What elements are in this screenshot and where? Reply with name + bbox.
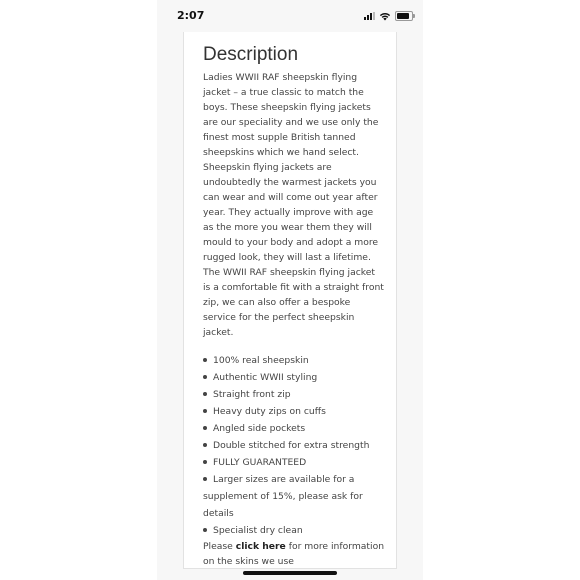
feature-item: Heavy duty zips on cuffs [203, 403, 385, 420]
feature-item: Double stitched for extra strength [203, 437, 385, 454]
bullet-icon [203, 409, 207, 413]
bullet-icon [203, 460, 207, 464]
bullet-icon [203, 477, 207, 481]
phone-screen [157, 0, 423, 580]
features-list [203, 352, 385, 539]
feature-item: Larger sizes are available for a supplement of 15%, please ask for details [203, 474, 363, 519]
description-paragraph-1: Ladies WWII RAF sheepskin flying jacket – a true classic to match the boys. These sheepskin flying jackets are our speciality and we use only the finest most supple British tanned sheepskins which we hand select. Sheepskin flying jackets are undoubtedly the warmest jackets you can wear and will come out year after year. They actually improve with age as the more you wear them they will mould to your body and adopt a more rugged look, they will last a lifetime. [203, 72, 379, 263]
feature-item: FULLY GUARANTEED [203, 454, 385, 471]
bullet-icon [203, 375, 207, 379]
feature-item: Straight front zip [203, 386, 385, 403]
cellular-signal-icon [364, 12, 375, 20]
feature-item: Specialist dry clean [203, 522, 385, 539]
home-indicator[interactable] [243, 571, 337, 575]
feature-item: 100% real sheepskin [203, 352, 385, 369]
feature-item: Authentic WWII styling [203, 369, 385, 386]
bullet-icon [203, 392, 207, 396]
description-card [183, 32, 397, 569]
description-content [203, 44, 385, 569]
status-bar [157, 0, 423, 30]
description-title: Description [203, 44, 299, 65]
bullet-icon [203, 426, 207, 430]
click-here-link[interactable]: click here [235, 541, 286, 552]
bullet-icon [203, 443, 207, 447]
status-time: 2:07 [177, 9, 205, 22]
wifi-icon [379, 12, 391, 21]
description-paragraph-2: The WWII RAF sheepskin flying jacket is a comfortable fit with a straight front zip, we can also offer a bespoke service for the perfect sheepskin jacket. [203, 267, 384, 338]
bullet-icon [203, 528, 207, 532]
status-icons [364, 11, 413, 21]
description-text [203, 70, 385, 340]
more-info-text: Please click here for more information on the skins we use [203, 541, 385, 567]
bullet-icon [203, 358, 207, 362]
battery-icon [395, 11, 413, 21]
feature-item: Angled side pockets [203, 420, 385, 437]
